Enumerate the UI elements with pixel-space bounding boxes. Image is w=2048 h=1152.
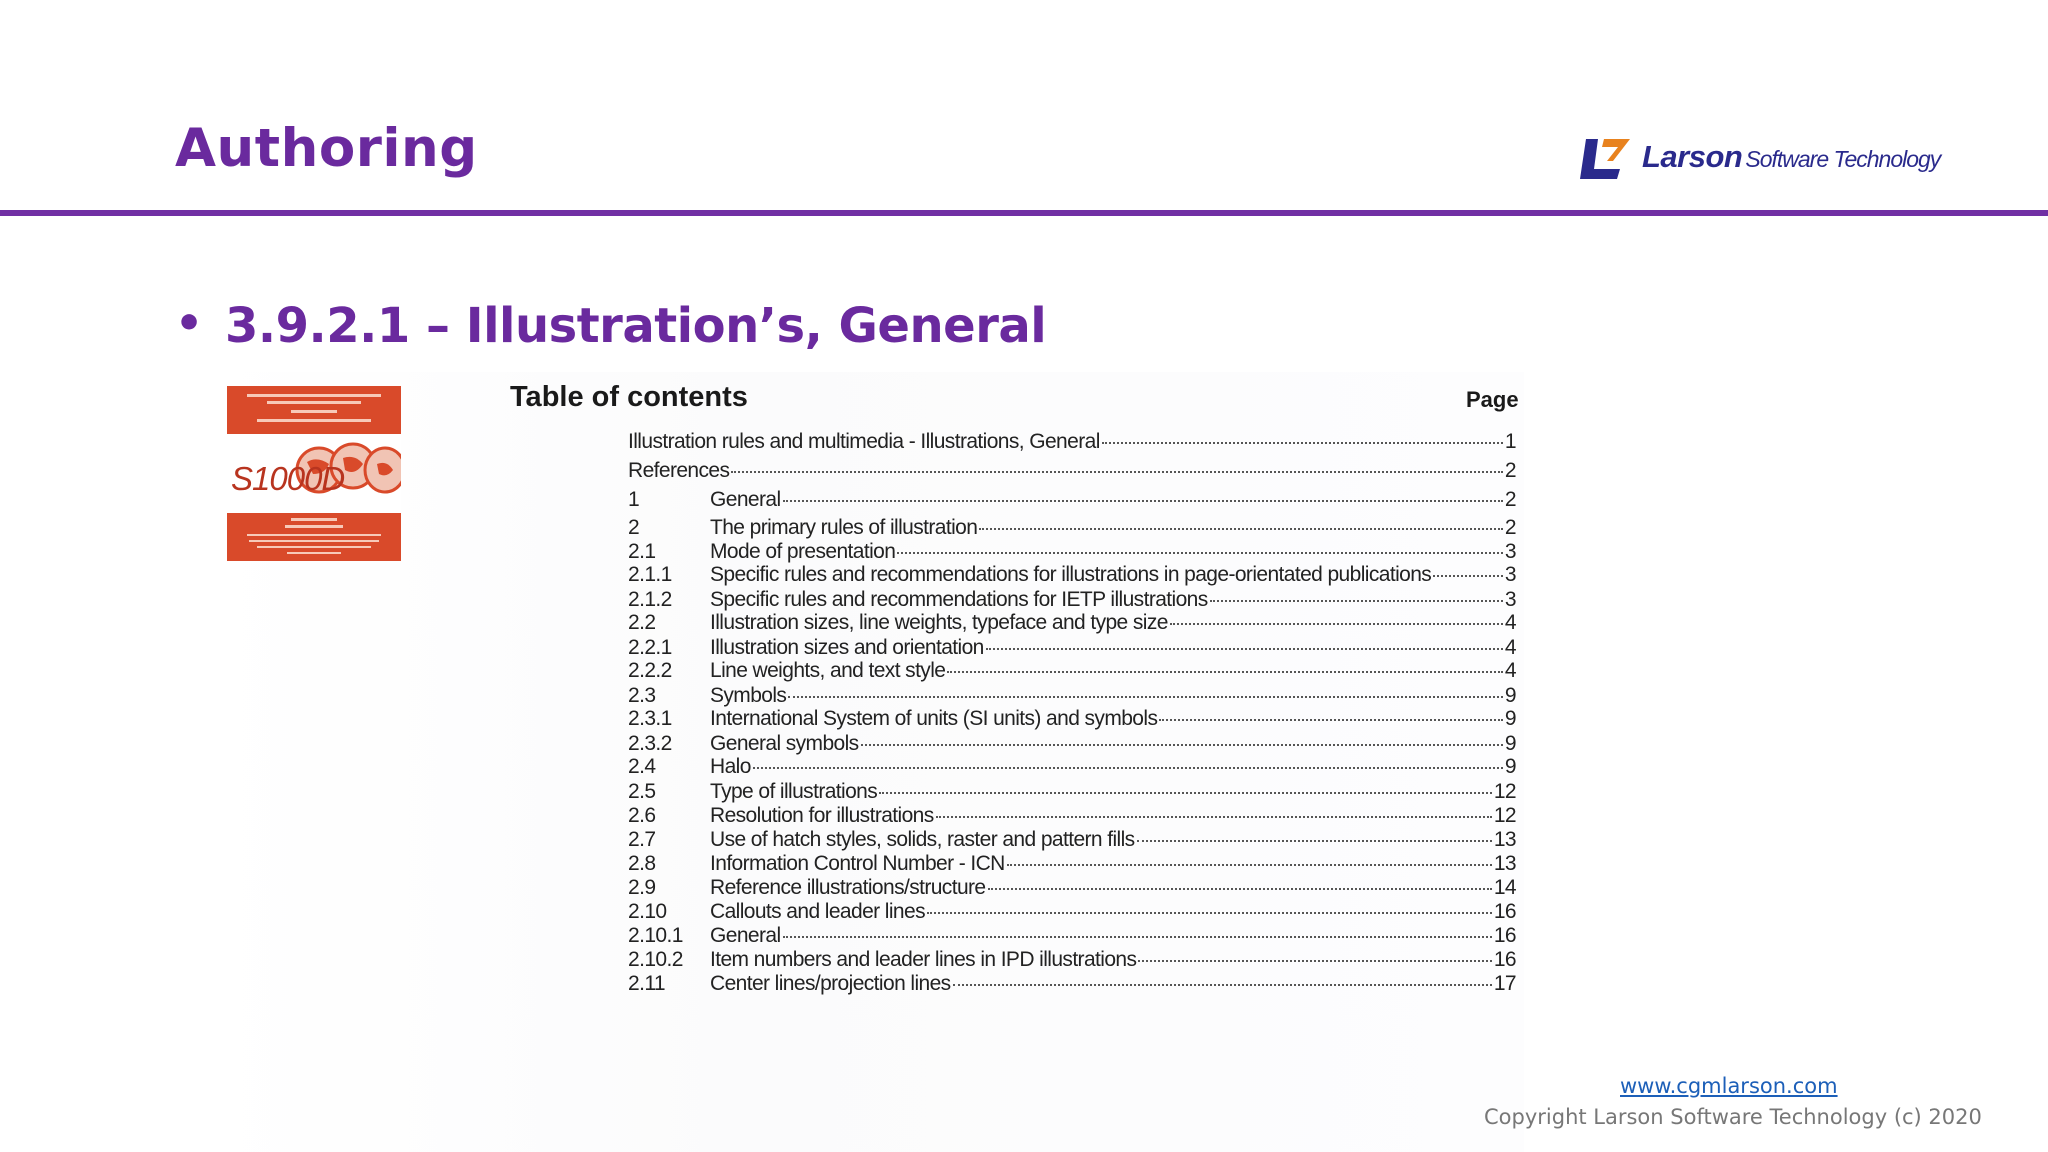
toc-leader-dots [927,912,1492,914]
toc-entry-title: Illustration rules and multimedia - Illustrations, General [628,430,1100,453]
toc-entry-title: Type of illustrations [710,780,878,803]
toc-entry-title: Mode of presentation [710,540,896,563]
toc-entry-number: 2.6 [628,804,656,827]
toc-entry-page: 3 [1504,540,1516,563]
toc-entry [628,488,1516,514]
toc-entry-number: 2.4 [628,755,656,778]
toc-entry-title: Center lines/projection lines [710,972,951,995]
toc-entry [628,900,1516,926]
toc-entry-number: 2 [628,516,640,539]
toc-entry [628,780,1516,806]
toc-entry-page: 16 [1493,924,1516,947]
toc-leader-dots [1159,719,1503,721]
logo-word: Larson [1642,139,1743,174]
toc-entry-title: Reference illustrations/structure [710,876,986,899]
toc-entry-page: 17 [1493,972,1516,995]
toc-entry-number: 2.3.2 [628,732,672,755]
toc-entry-title: Resolution for illustrations [710,804,934,827]
toc-entry [628,755,1516,781]
toc-entry-line [710,540,1516,564]
toc-entry-title: References [628,459,730,482]
bullet-dot: • [175,298,203,349]
toc-leader-dots [979,528,1503,530]
toc-entry [628,852,1516,878]
toc-entry-page: 12 [1493,804,1516,827]
toc-entry-line [710,588,1516,612]
toc-page-label: Page [1466,387,1519,412]
toc-entry-page: 1 [1504,430,1516,453]
toc-entry [628,876,1516,902]
toc-entry-page: 4 [1504,611,1516,634]
toc-entry-title: Symbols [710,684,787,707]
toc-leader-dots [1137,840,1492,842]
toc-leader-dots [753,767,1503,769]
toc-leader-dots [936,816,1492,818]
toc-entry-title: Halo [710,755,751,778]
toc-leader-dots [1170,623,1503,625]
toc-leader-dots [897,552,1503,554]
toc-entry-number: 2.10.2 [628,948,683,971]
toc-entry-number: 2.1.1 [628,563,672,586]
toc-entry-page: 9 [1504,732,1516,755]
toc-entry-title: Illustration sizes and orientation [710,636,984,659]
toc-entry [628,828,1516,854]
toc-leader-dots [879,792,1492,794]
toc-entry-line [710,924,1516,948]
toc-leader-dots [986,648,1503,650]
toc-entry [628,611,1516,637]
toc-entry-line [710,563,1516,587]
toc-entry-line [710,516,1516,540]
toc-entry-number: 2.5 [628,780,656,803]
toc-entry-page: 2 [1504,488,1516,511]
toc-entry-line [710,876,1516,900]
toc-entry [628,707,1516,733]
toc-entry [628,659,1516,685]
toc-entry-number: 2.2 [628,611,656,634]
toc-entry-title: International System of units (SI units) and symbols [710,707,1158,730]
toc-leader-dots [783,500,1503,502]
toc-entry-title: General [710,924,781,947]
toc-entry-title: General [710,488,781,511]
toc-entry-number: 2.8 [628,852,656,875]
website-link[interactable]: www.cgmlarson.com [1620,1074,1838,1098]
toc-entry-page: 16 [1493,948,1516,971]
toc-entry-page: 2 [1504,516,1516,539]
toc-leader-dots [1210,600,1503,602]
toc-leader-dots [1433,575,1503,577]
toc-entry-line [710,948,1516,972]
toc-entry-number: 2.2.1 [628,636,672,659]
toc-entry-line [628,430,1516,454]
toc-entry-number: 2.11 [628,972,665,995]
toc-entry-line [710,755,1516,779]
toc-entry-line [710,780,1516,804]
toc-entry-page: 4 [1504,659,1516,682]
toc-leader-dots [1007,864,1492,866]
toc-entry-page: 9 [1504,707,1516,730]
toc-entry-number: 1 [628,488,640,511]
logo-sub: Software Technology [1745,146,1941,172]
toc-leader-dots [1138,960,1491,962]
toc-leader-dots [861,744,1503,746]
toc-entry-line [628,459,1516,483]
toc-entry-line [710,852,1516,876]
toc-leader-dots [1102,442,1503,444]
toc-entry-title: The primary rules of illustration [710,516,978,539]
toc-entry-line [710,804,1516,828]
toc-entry-number: 2.2.2 [628,659,672,682]
toc-entry-page: 9 [1504,755,1516,778]
toc-entry-page: 4 [1504,636,1516,659]
toc-entry-line [710,707,1516,731]
toc-entry-line [710,732,1516,756]
toc-entry-title: General symbols [710,732,859,755]
toc-entry-number: 2.10.1 [628,924,683,947]
toc-entry-title: Use of hatch styles, solids, raster and pattern fills [710,828,1135,851]
toc-entry-title: Item numbers and leader lines in IPD illustrations [710,948,1137,971]
toc-entry-line [710,900,1516,924]
toc-entry-number: 2.9 [628,876,656,899]
toc-entry [628,516,1516,542]
toc-entry-page: 3 [1504,563,1516,586]
toc-entry [628,804,1516,830]
toc-entry-title: Line weights, and text style [710,659,946,682]
toc-entry-title: Specific rules and recommendations for illustrations in page-orientated publications [710,563,1432,586]
toc-entry-line [710,488,1516,512]
toc-entry-title: Information Control Number - ICN [710,852,1005,875]
toc-leader-dots [988,888,1492,890]
toc-entry-line [710,828,1516,852]
copyright-text: Copyright Larson Software Technology (c) 2020 [1484,1105,1982,1129]
toc-entry-number: 2.3 [628,684,656,707]
toc-entry [628,948,1516,974]
toc-entry-number: 2.1.2 [628,588,672,611]
toc-entry-number: 2.1 [628,540,656,563]
toc-entry-title: Illustration sizes, line weights, typeface and type size [710,611,1168,634]
toc-entry-page: 16 [1493,900,1516,923]
toc-entry-number: 2.7 [628,828,656,851]
toc-entry-page: 12 [1493,780,1516,803]
toc-entry [628,972,1516,998]
toc-entry-title: Callouts and leader lines [710,900,925,923]
toc-leader-dots [783,936,1492,938]
toc-entry-title: Specific rules and recommendations for IETP illustrations [710,588,1208,611]
toc-entry-page: 2 [1504,459,1516,482]
toc-entry-line [710,611,1516,635]
toc-entry-page: 9 [1504,684,1516,707]
toc-heading: Table of contents [510,381,748,413]
toc-entry-number: 2.10 [628,900,667,923]
toc-entry [628,430,1516,456]
toc-leader-dots [731,471,1503,473]
toc-entry-page: 13 [1493,828,1516,851]
slide-title: Authoring [175,118,478,179]
toc-entry-page: 14 [1493,876,1516,899]
toc-entry [628,563,1516,589]
toc-entry [628,459,1516,485]
toc-leader-dots [947,671,1503,673]
toc-entry-number: 2.3.1 [628,707,672,730]
svg-text:S1000D: S1000D [231,460,345,497]
toc-entry-page: 3 [1504,588,1516,611]
toc-entry-line [710,684,1516,708]
toc-leader-dots [953,984,1492,986]
toc-entry-line [710,972,1516,996]
toc-entry-page: 13 [1493,852,1516,875]
toc-entry-line [710,636,1516,660]
toc-entry [628,924,1516,950]
bullet-text: 3.9.2.1 – Illustration’s, General [225,298,1047,354]
toc-leader-dots [788,696,1503,698]
toc-entry-line [710,659,1516,683]
